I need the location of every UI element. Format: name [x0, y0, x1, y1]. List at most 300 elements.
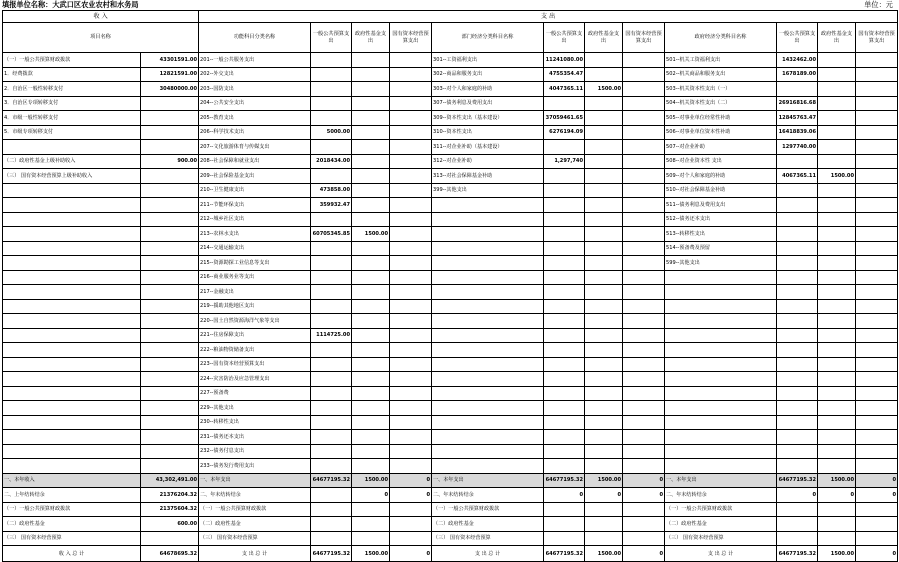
table-cell	[3, 401, 141, 416]
table-cell	[856, 415, 898, 430]
table-cell	[432, 459, 544, 474]
column-header: 一般公共预算支出	[777, 23, 818, 53]
table-cell: 1,297,740	[544, 154, 585, 169]
table-cell	[3, 270, 141, 285]
table-cell	[311, 502, 352, 517]
table-cell	[623, 372, 665, 387]
table-cell	[141, 227, 199, 242]
table-cell	[777, 82, 818, 97]
table-cell	[623, 444, 665, 459]
table-cell: 213--农林水支出	[199, 227, 311, 242]
table-cell: 215--资源勘探工业信息等支出	[199, 256, 311, 271]
table-cell: 507--对企业补助	[665, 140, 777, 155]
table-cell	[777, 256, 818, 271]
table-cell	[390, 227, 432, 242]
table-cell	[818, 343, 856, 358]
table-cell	[352, 314, 390, 329]
table-cell: 210--卫生健康支出	[199, 183, 311, 198]
table-cell	[665, 270, 777, 285]
table-cell: 21375604.32	[141, 502, 199, 517]
table-cell	[3, 140, 141, 155]
table-cell	[818, 444, 856, 459]
table-cell	[777, 227, 818, 242]
table-cell	[777, 517, 818, 532]
table-cell	[390, 517, 432, 532]
table-cell	[311, 96, 352, 111]
table-cell	[818, 357, 856, 372]
table-cell	[390, 53, 432, 68]
table-cell	[311, 53, 352, 68]
table-cell: 64677195.32	[777, 546, 818, 562]
table-cell: 二、年末结转结余	[432, 488, 544, 503]
table-cell	[544, 328, 585, 343]
table-cell	[3, 372, 141, 387]
table-cell	[311, 67, 352, 82]
table-cell: 1500.00	[585, 546, 623, 562]
table-cell	[856, 227, 898, 242]
table-cell	[141, 285, 199, 300]
table-cell	[311, 517, 352, 532]
table-cell	[352, 256, 390, 271]
table-cell: （二）政府性基金	[3, 517, 141, 532]
table-cell	[856, 256, 898, 271]
table-cell	[623, 227, 665, 242]
table-cell	[818, 140, 856, 155]
table-cell	[585, 299, 623, 314]
table-cell	[432, 444, 544, 459]
table-cell: 64677195.32	[544, 473, 585, 488]
table-cell	[390, 67, 432, 82]
table-cell	[352, 357, 390, 372]
table-cell: 一、本年收入	[3, 473, 141, 488]
table-cell: 230--转移性支出	[199, 415, 311, 430]
table-cell	[665, 299, 777, 314]
table-cell	[585, 531, 623, 546]
table-cell	[390, 444, 432, 459]
table-cell	[141, 459, 199, 474]
table-cell	[432, 314, 544, 329]
table-cell	[856, 299, 898, 314]
table-cell: 1678189.00	[777, 67, 818, 82]
table-cell	[856, 444, 898, 459]
table-cell	[3, 386, 141, 401]
table-row	[3, 67, 898, 82]
table-cell	[818, 256, 856, 271]
table-cell	[818, 314, 856, 329]
table-cell	[623, 502, 665, 517]
table-cell	[856, 430, 898, 445]
table-cell	[141, 343, 199, 358]
table-cell	[777, 430, 818, 445]
unit-label: 单位：元	[864, 0, 893, 9]
table-cell	[585, 67, 623, 82]
table-cell: （二）政府性基金	[199, 517, 311, 532]
table-cell	[777, 241, 818, 256]
table-cell: 212--城乡社区支出	[199, 212, 311, 227]
table-cell: 223--国有资本经营预算支出	[199, 357, 311, 372]
table-cell	[623, 241, 665, 256]
table-cell	[585, 328, 623, 343]
table-cell	[585, 343, 623, 358]
table-cell	[585, 372, 623, 387]
table-cell: 一、本年支出	[199, 473, 311, 488]
table-cell	[818, 299, 856, 314]
table-cell	[777, 314, 818, 329]
table-cell	[623, 517, 665, 532]
table-row	[3, 140, 898, 155]
table-cell	[352, 270, 390, 285]
table-cell	[623, 67, 665, 82]
table-cell	[141, 372, 199, 387]
table-cell	[432, 270, 544, 285]
table-cell	[390, 96, 432, 111]
table-cell	[585, 125, 623, 140]
table-cell	[623, 430, 665, 445]
table-cell: 4067365.11	[777, 169, 818, 184]
summary-row	[3, 473, 898, 488]
table-cell: 217--金融支出	[199, 285, 311, 300]
table-cell: 64677195.32	[777, 473, 818, 488]
table-cell: 0	[623, 488, 665, 503]
table-cell	[141, 111, 199, 126]
table-cell	[3, 198, 141, 213]
table-cell	[856, 154, 898, 169]
table-cell	[856, 357, 898, 372]
table-cell: 64677195.32	[311, 546, 352, 562]
table-cell	[856, 125, 898, 140]
table-cell	[818, 67, 856, 82]
table-cell: 510--对社会保障基金补助	[665, 183, 777, 198]
table-cell: （一）一般公共预算财政拨款	[3, 502, 141, 517]
table-cell	[623, 256, 665, 271]
table-cell	[311, 459, 352, 474]
table-cell	[856, 386, 898, 401]
table-cell	[777, 154, 818, 169]
table-row	[3, 444, 898, 459]
column-header: 国有资本经营预算支出	[390, 23, 432, 53]
table-cell	[818, 531, 856, 546]
table-row	[3, 183, 898, 198]
table-cell	[141, 386, 199, 401]
table-row	[3, 372, 898, 387]
table-cell: 1432462.00	[777, 53, 818, 68]
table-cell	[623, 154, 665, 169]
table-cell: 307--债务利息及费用支出	[432, 96, 544, 111]
table-cell: 16418839.06	[777, 125, 818, 140]
table-cell	[544, 270, 585, 285]
table-cell	[390, 372, 432, 387]
table-cell: 43,302,491.00	[141, 473, 199, 488]
table-cell	[818, 82, 856, 97]
table-row	[3, 111, 898, 126]
table-cell: 0	[623, 546, 665, 562]
table-cell	[311, 401, 352, 416]
table-cell: 4047365.11	[544, 82, 585, 97]
table-row	[3, 328, 898, 343]
summary-row	[3, 531, 898, 546]
table-cell: 0	[856, 473, 898, 488]
column-header: 国有资本经营预算支出	[856, 23, 898, 53]
table-cell	[623, 169, 665, 184]
table-cell	[818, 125, 856, 140]
table-cell	[432, 212, 544, 227]
table-row	[3, 386, 898, 401]
column-header: 一般公共预算支出	[544, 23, 585, 53]
table-cell	[390, 140, 432, 155]
table-cell	[777, 328, 818, 343]
table-cell	[352, 111, 390, 126]
table-row	[3, 299, 898, 314]
table-cell: 219--援助其他地区支出	[199, 299, 311, 314]
table-cell	[311, 357, 352, 372]
table-cell: 60705345.85	[311, 227, 352, 242]
table-cell: 1500.00	[818, 169, 856, 184]
table-row	[3, 314, 898, 329]
table-cell	[818, 386, 856, 401]
table-cell	[665, 415, 777, 430]
table-cell	[585, 430, 623, 445]
table-row	[3, 270, 898, 285]
table-cell: 1500.00	[352, 227, 390, 242]
table-cell	[777, 386, 818, 401]
table-cell	[585, 517, 623, 532]
table-cell: 206--科学技术支出	[199, 125, 311, 140]
table-cell	[141, 444, 199, 459]
table-cell: 0	[623, 473, 665, 488]
table-cell	[352, 372, 390, 387]
table-cell: 231--债务还本支出	[199, 430, 311, 445]
table-cell	[856, 140, 898, 155]
table-cell: 208--社会保障和就业支出	[199, 154, 311, 169]
table-cell	[856, 401, 898, 416]
column-header: 政府经济分类科目名称	[665, 23, 777, 53]
table-cell	[352, 241, 390, 256]
table-cell	[777, 459, 818, 474]
table-cell	[777, 372, 818, 387]
column-header: 政府性基金支出	[352, 23, 390, 53]
table-cell	[544, 227, 585, 242]
table-cell	[818, 372, 856, 387]
column-header: 政府性基金支出	[585, 23, 623, 53]
table-cell: 26916816.68	[777, 96, 818, 111]
column-header: 功能科目分类名称	[199, 23, 311, 53]
table-cell: 313--对社会保障基金补助	[432, 169, 544, 184]
table-cell	[3, 227, 141, 242]
table-cell	[544, 183, 585, 198]
table-cell: （三） 国有资本经营预算上级补助收入	[3, 169, 141, 184]
table-cell	[818, 212, 856, 227]
table-row	[3, 154, 898, 169]
table-cell: （一）一般公共预算财政拨款	[199, 502, 311, 517]
table-row	[3, 169, 898, 184]
table-cell	[352, 343, 390, 358]
table-cell	[856, 212, 898, 227]
table-cell: 900.00	[141, 154, 199, 169]
table-cell	[585, 140, 623, 155]
table-cell	[623, 328, 665, 343]
table-cell	[585, 227, 623, 242]
table-cell	[352, 198, 390, 213]
table-cell	[3, 328, 141, 343]
table-cell	[390, 169, 432, 184]
table-cell: 202--外交支出	[199, 67, 311, 82]
table-cell	[3, 299, 141, 314]
table-cell	[432, 401, 544, 416]
table-row	[3, 227, 898, 242]
table-cell: 399--其他支出	[432, 183, 544, 198]
table-cell	[777, 415, 818, 430]
table-cell: 0	[585, 488, 623, 503]
table-cell	[665, 343, 777, 358]
table-cell	[311, 82, 352, 97]
table-cell	[856, 169, 898, 184]
table-cell	[311, 488, 352, 503]
table-cell: 513--转移性支出	[665, 227, 777, 242]
table-cell	[3, 415, 141, 430]
table-cell	[432, 386, 544, 401]
table-cell	[585, 270, 623, 285]
summary-row	[3, 488, 898, 503]
table-cell: 0	[390, 488, 432, 503]
table-cell: 5000.00	[311, 125, 352, 140]
table-cell	[352, 169, 390, 184]
table-cell	[390, 531, 432, 546]
table-cell	[623, 531, 665, 546]
table-cell: 30480000.00	[141, 82, 199, 97]
table-cell	[141, 125, 199, 140]
table-cell	[352, 299, 390, 314]
table-cell	[352, 444, 390, 459]
table-cell	[432, 241, 544, 256]
table-cell	[311, 299, 352, 314]
table-cell: 229--其他支出	[199, 401, 311, 416]
org-name: 填报单位名称：大武口区农业农村和水务局	[2, 0, 139, 9]
table-cell: 600.00	[141, 517, 199, 532]
table-cell: 310--资本性支出	[432, 125, 544, 140]
table-cell	[432, 328, 544, 343]
table-cell	[390, 82, 432, 97]
report-header	[0, 0, 899, 10]
table-cell	[141, 430, 199, 445]
table-cell	[141, 183, 199, 198]
table-cell	[390, 343, 432, 358]
table-cell	[544, 343, 585, 358]
table-cell	[311, 270, 352, 285]
table-cell	[390, 212, 432, 227]
table-cell	[856, 459, 898, 474]
table-cell	[818, 53, 856, 68]
table-cell: 501--机关工资福利支出	[665, 53, 777, 68]
table-cell: 2．自治区一般性转移支付	[3, 82, 141, 97]
column-header: 部门经济分类科目名称	[432, 23, 544, 53]
table-cell: 503--机关资本性支出（一）	[665, 82, 777, 97]
table-cell: 收 入 总 计	[3, 546, 141, 562]
table-cell	[856, 531, 898, 546]
table-cell	[311, 314, 352, 329]
table-cell: 512--债务还本支出	[665, 212, 777, 227]
table-cell	[544, 140, 585, 155]
table-cell	[544, 502, 585, 517]
table-row	[3, 96, 898, 111]
table-cell: 4．市级一般性转移支付	[3, 111, 141, 126]
table-cell	[623, 96, 665, 111]
table-cell	[311, 140, 352, 155]
table-cell	[856, 183, 898, 198]
table-cell: 233--债务发行费用支出	[199, 459, 311, 474]
table-cell	[390, 502, 432, 517]
table-cell	[818, 430, 856, 445]
table-cell	[311, 343, 352, 358]
table-cell	[623, 53, 665, 68]
table-cell: 502--机关商品和服务支出	[665, 67, 777, 82]
table-cell	[3, 430, 141, 445]
table-cell	[3, 285, 141, 300]
table-cell	[311, 415, 352, 430]
table-cell: 599--其他支出	[665, 256, 777, 271]
table-cell	[665, 401, 777, 416]
table-cell: 21376204.32	[141, 488, 199, 503]
table-row	[3, 357, 898, 372]
table-cell	[141, 256, 199, 271]
table-row	[3, 256, 898, 271]
table-cell	[856, 285, 898, 300]
table-cell	[623, 212, 665, 227]
table-cell: 6276194.09	[544, 125, 585, 140]
table-cell	[585, 401, 623, 416]
table-cell	[818, 328, 856, 343]
table-cell: 209--社会保险基金支出	[199, 169, 311, 184]
table-cell	[623, 183, 665, 198]
table-cell	[3, 256, 141, 271]
table-cell	[390, 256, 432, 271]
table-cell	[544, 357, 585, 372]
table-cell	[856, 270, 898, 285]
table-cell: 0	[390, 473, 432, 488]
table-cell: 201--一般公共服务支出	[199, 53, 311, 68]
table-cell	[585, 444, 623, 459]
table-cell	[311, 386, 352, 401]
expense-section-title: 支 出	[199, 11, 898, 23]
table-cell	[352, 140, 390, 155]
table-cell	[352, 183, 390, 198]
table-cell	[432, 372, 544, 387]
table-cell	[818, 285, 856, 300]
table-cell	[623, 125, 665, 140]
table-cell	[544, 444, 585, 459]
table-cell	[390, 125, 432, 140]
table-cell: 支 出 总 计	[199, 546, 311, 562]
table-cell	[352, 212, 390, 227]
table-cell	[544, 517, 585, 532]
table-row	[3, 198, 898, 213]
table-row	[3, 53, 898, 68]
table-cell	[585, 256, 623, 271]
table-cell	[856, 502, 898, 517]
table-cell	[665, 314, 777, 329]
table-cell	[856, 53, 898, 68]
table-row	[3, 82, 898, 97]
table-cell: 支 出 总 计	[432, 546, 544, 562]
table-cell	[856, 517, 898, 532]
table-cell	[352, 125, 390, 140]
summary-row	[3, 546, 898, 562]
table-cell: 311--对企业补助（基本建设）	[432, 140, 544, 155]
table-cell	[585, 169, 623, 184]
table-cell	[3, 183, 141, 198]
table-cell	[311, 169, 352, 184]
table-cell	[665, 357, 777, 372]
table-cell	[352, 531, 390, 546]
